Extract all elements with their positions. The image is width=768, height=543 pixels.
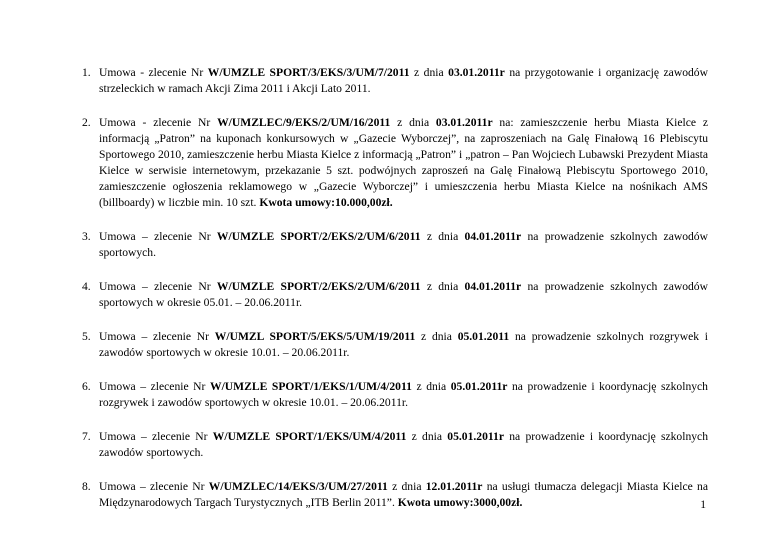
item-text-segment: Umowa – zlecenie Nr (99, 480, 209, 493)
item-text-bold: 05.01.2011r (447, 430, 504, 443)
item-text (99, 330, 708, 359)
item-number: 8 . (82, 479, 91, 495)
item-text-bold: W/UMZLE SPORT/2/EKS/2/UM/6/2011 (216, 230, 421, 243)
item-text-bold: Kwota umowy:3000,00zł. (397, 496, 523, 509)
item-number: 5 . (82, 329, 91, 345)
item-text-bold: 04.01.2011r (464, 230, 522, 243)
item-text-segment: z dnia (409, 66, 449, 79)
page-number: 1 (700, 498, 706, 511)
item-text-bold: 03.01.2011r (435, 116, 493, 129)
contract-item (82, 65, 708, 97)
item-text-segment: Umowa – zlecenie Nr (99, 280, 217, 293)
item-text-bold: 05.01.2011 (457, 330, 510, 343)
contract-item (82, 279, 708, 311)
item-text-bold: 03.01.2011r (448, 66, 505, 79)
item-text-bold: 05.01.2011r (450, 380, 508, 393)
contract-item (82, 229, 708, 261)
item-text-bold: W/UMZLE SPORT/2/EKS/2/UM/6/2011 (216, 280, 421, 293)
item-text (99, 116, 708, 209)
item-number: 1 . (82, 65, 91, 81)
item-text-bold: 12.01.2011r (425, 480, 483, 493)
contract-item (82, 379, 708, 411)
item-text-segment: z dnia (406, 430, 448, 443)
item-text-segment: Umowa – zlecenie Nr (99, 230, 217, 243)
item-text-segment: na prowadzenie i koordynację szkolnych rozgrywek i zawodów sportowych w okresie 10.01. – 20.06.2011r. (99, 380, 708, 409)
contract-item (82, 429, 708, 461)
item-text-segment: na prowadzenie szkolnych rozgrywek i zawodów sportowych w okresie 10.01. – 20.06.2011r. (99, 330, 708, 359)
contract-item (82, 329, 708, 361)
item-text (99, 66, 708, 95)
contract-item (82, 479, 708, 511)
item-text (99, 280, 708, 309)
item-text-bold: W/UMZLE SPORT/3/EKS/3/UM/7/2011 (207, 66, 410, 79)
item-text-segment: z dnia (415, 330, 458, 343)
item-text-segment: z dnia (411, 380, 451, 393)
item-text-segment: Umowa – zlecenie Nr (99, 430, 213, 443)
item-text (99, 430, 708, 459)
item-text-segment: Umowa - zlecenie Nr (99, 66, 208, 79)
item-text-bold: Kwota umowy:10.000,00zł. (259, 196, 393, 209)
contract-list (82, 65, 708, 529)
item-number: 6 . (82, 379, 91, 395)
item-text-segment: na prowadzenie szkolnych zawodów sportowych. (99, 230, 708, 259)
item-text-segment: z dnia (390, 116, 436, 129)
contract-item (82, 115, 708, 211)
item-number: 3 . (82, 229, 91, 245)
item-text-segment: Umowa – zlecenie Nr (99, 380, 210, 393)
item-number: 4 . (82, 279, 91, 295)
item-text-segment: na prowadzenie szkolnych zawodów sportowych w okresie 05.01. – 20.06.2011r. (99, 280, 708, 309)
item-text-bold: W/UMZLE SPORT/1/EKS/UM/4/2011 (212, 430, 407, 443)
item-text (99, 380, 708, 409)
item-text-segment: z dnia (420, 230, 465, 243)
item-number: 7 . (82, 429, 91, 445)
item-number: 2 . (82, 115, 91, 131)
item-text-segment: z dnia (420, 280, 465, 293)
item-text-segment: na prowadzenie i koordynację szkolnych zawodów sportowych. (99, 430, 708, 459)
item-text-segment: na usługi tłumacza delegacji Miasta Kielce na Międzynarodowych Targach Turystycznych „ITB Berlin 2011”. (99, 480, 708, 509)
item-text (99, 230, 708, 259)
item-text-bold: W/UMZLE SPORT/1/EKS/1/UM/4/2011 (209, 380, 412, 393)
item-text-segment: na: zamieszczenie herbu Miasta Kielce z informacją „Patron” na kuponach konkursowych w „Gazecie Wyborczej”, na zaproszeniach na Galę Finałową 16 Plebiscytu Sportowego 2010, zamieszczenie herbu Miasta Kielce z informacją „Patron” i „patron – Pan Wojciech Lubawski Prezydent Miasta Kielce w serwisie internetowym, przekazanie 5 szt. podwójnych zaproszeń na Galę Finałową Plebiscytu Sportowego 2010, zamieszczenie ogłoszenia reklamowego w „Gazecie Wyborczej” i umieszczenia herbu Miasta Kielce na nośnikach AMS (billboardy) w liczbie min. 10 szt. (99, 116, 708, 209)
item-text-segment: Umowa - zlecenie Nr (99, 116, 218, 129)
item-text-segment: Umowa – zlecenie Nr (99, 330, 215, 343)
item-text-bold: W/UMZLEC/9/EKS/2/UM/16/2011 (217, 116, 391, 129)
item-text-segment: z dnia (387, 480, 426, 493)
item-text-bold: 04.01.2011r (464, 280, 522, 293)
item-text-bold: W/UMZLEC/14/EKS/3/UM/27/2011 (208, 480, 388, 493)
item-text-segment: na przygotowanie i organizację zawodów strzeleckich w ramach Akcji Zima 2011 i Akcji Lato 2011. (99, 66, 708, 95)
item-text-bold: W/UMZL SPORT/5/EKS/5/UM/19/2011 (214, 330, 416, 343)
item-text (99, 480, 708, 509)
